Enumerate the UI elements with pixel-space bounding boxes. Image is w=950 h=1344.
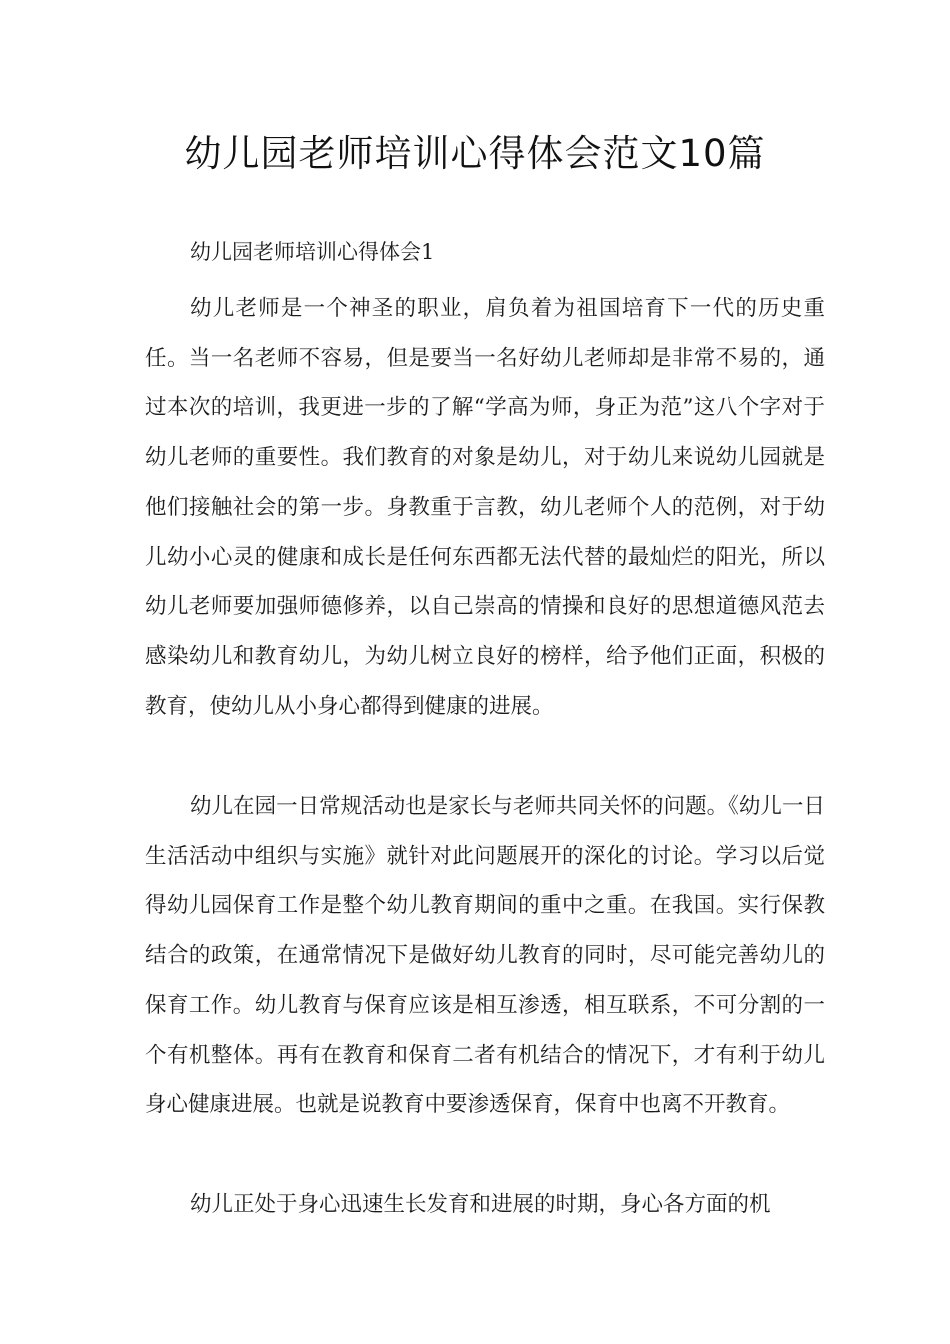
body-paragraph-3: 幼儿正处于身心迅速生长发育和进展的时期，身心各方面的机 <box>190 1192 771 1217</box>
section-heading: 幼儿园老师培训心得体会1 <box>190 240 435 264</box>
body-paragraph-2: 幼儿在园一日常规活动也是家长与老师共同关怀的问题。《幼儿一日生活活动中组织与实施》就针对此问题展开的深化的讨论。学习以后觉得幼儿园保育工作是整个幼儿教育期间的重中之重。在我国。实行保教结合的政策，在通常情况下是做好幼儿教育的同时，尽可能完善幼儿的保育工作。幼儿教育与保育应该是相互渗透，相互联系，不可分割的一个有机整体。再有在教育和保育二者有机结合的情况下，才有利于幼儿身心健康进展。也就是说教育中要渗透保育，保育中也离不开教育。 <box>145 794 825 1118</box>
document-title: 幼儿园老师培训心得体会范文10篇 <box>184 132 766 175</box>
body-paragraph-1: 幼儿老师是一个神圣的职业，肩负着为祖国培育下一代的历史重任。当一名老师不容易，但是要当一名好幼儿老师却是非常不易的，通过本次的培训，我更进一步的了解“学高为师，身正为范”这八个字对于幼儿老师的重要性。我们教育的对象是幼儿，对于幼儿来说幼儿园就是他们接触社会的第一步。身教重于言教，幼儿老师个人的范例，对于幼儿幼小心灵的健康和成长是任何东西都无法代替的最灿烂的阳光，所以幼儿老师要加强师德修养，以自己崇高的情操和良好的思想道德风范去感染幼儿和教育幼儿，为幼儿树立良好的榜样，给予他们正面，积极的教育，使幼儿从小身心都得到健康的进展。 <box>145 296 825 719</box>
